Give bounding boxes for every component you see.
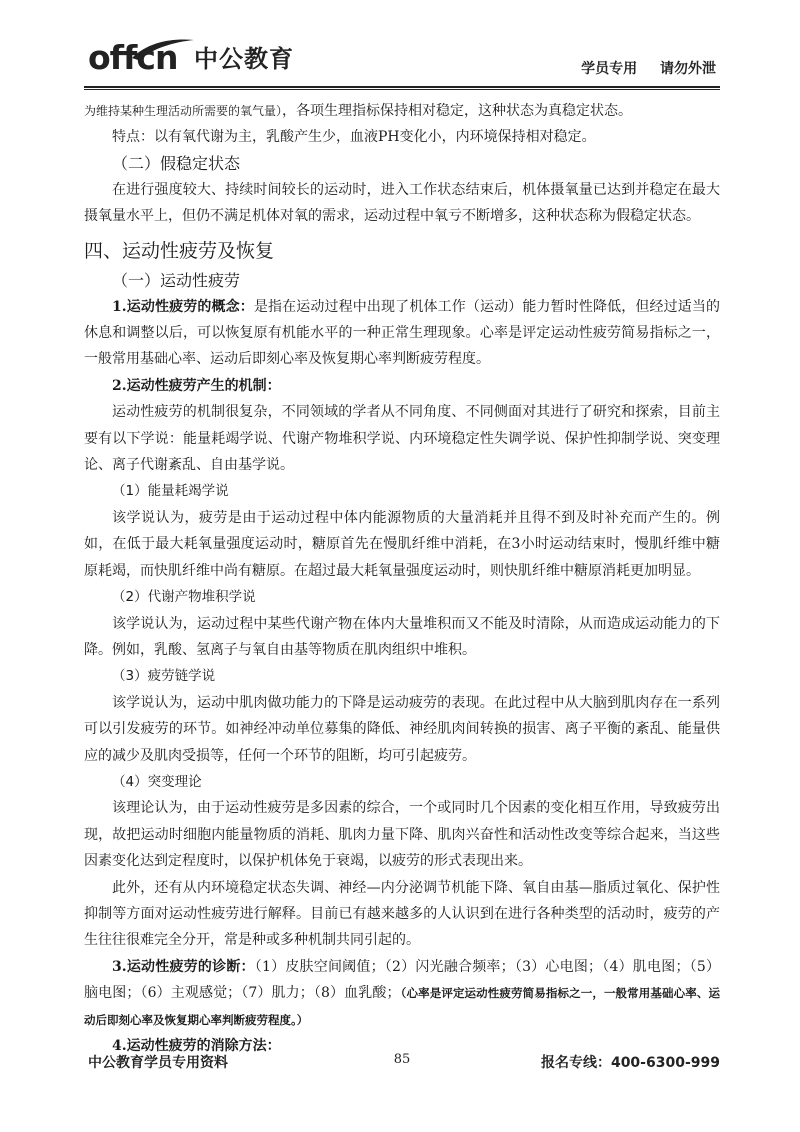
paragraph-fake-stable-state: 在进行强度较大、持续时间较长的运动时，进入工作状态结束后，机体摄氧量已达到并稳定在最大摄氧量水平上，但仍不满足机体对氧的需求，运动过程中氧亏不断增多，这种状态称为假稳定状态。 (84, 181, 720, 225)
theory-1-text: 该学说认为，疲劳是由于运动过程中体内能源物质的大量消耗并且得不到及时补充而产生的。例如，在低于最大耗氧量强度运动时，糖原首先在慢肌纤维中消耗，在3小时运动结束时，慢肌纤维中糖原耗竭，而快肌纤维中尚有糖原。在超过最大耗氧量强度运动时，则快肌纤维中糖原消耗更加明显。 (84, 509, 720, 579)
page-footer (84, 1052, 720, 1076)
offcn-logo (84, 36, 384, 86)
header-rule-thick (84, 86, 720, 88)
paragraph-characteristics: 特点：以有氧代谢为主，乳酸产生少，血液PH变化小，内环境保持相对稳定。 (112, 129, 596, 146)
footer-hotline: 报名专线：400-6300-999 (540, 1055, 720, 1071)
heading-fake-stable-state: （二）假稳定状态 (112, 153, 241, 173)
paragraph-other-theories: 此外，还有从内环境稳定状态失调、神经—内分泌调节机能下降、氧自由基—脂质过氧化、保护性抑制等方面对运动性疲劳进行解释。目前已有越来越多的人认识到在进行各种类型的活动时，疲劳的产生往往很难完全分开，常是种或多种机制共同引起的。 (84, 879, 720, 949)
header-rule-thin (84, 89, 720, 90)
page-content (84, 98, 720, 1059)
theory-3-text: 该学说认为，运动中肌肉做功能力的下降是运动疲劳的表现。在此过程中从大脑到肌肉存在一系列可以引发疲劳的环节。如神经冲动单位募集的降低、神经肌肉间转换的损害、离子平衡的紊乱、能量供应的减少及肌肉受损等，任何一个环节的阻断，均可引起疲劳。 (84, 694, 720, 764)
theory-4-title: （4）突变理论 (112, 773, 202, 790)
heading-section-4: 四、运动性疲劳及恢复 (84, 239, 275, 262)
page-number: 85 (393, 1052, 411, 1067)
theory-2-title: （2）代谢产物堆积学说 (112, 589, 256, 606)
page-header (84, 34, 720, 94)
heading-fatigue-elimination: 4.运动性疲劳的消除方法： (112, 1038, 281, 1054)
theory-4-text: 该理论认为，由于运动性疲劳是多因素的综合，一个或同时几个因素的变化相互作用，导致疲劳出现，故把运动时细胞内能量物质的消耗、肌肉力量下降、肌肉兴奋性和活动性改变等综合起来，当这些因素变化达到定程度时，以保护机体免于衰竭，以疲劳的形式表现出来。 (84, 800, 720, 870)
header-tag-confidential: 请勿外泄 (660, 61, 716, 77)
theory-1-title: （1）能量耗竭学说 (112, 483, 229, 500)
paragraph-true-stable-end: 为维持某种生理活动所需要的氧气量），各项生理指标保持相对稳定，这种状态为真稳定状态。 (84, 103, 633, 119)
paragraph-fatigue-concept: 1.运动性疲劳的概念：是指在运动过程中出现了机体工作（运动）能力暂时性降低，但经过适当的休息和调整以后，可以恢复原有机能水平的一种正常生理现象。心率是评定运动性疲劳简易指标之一，一般常用基础心率、运动后即刻心率及恢复期心率判断疲劳程度。 (84, 298, 720, 368)
header-tags (563, 58, 716, 78)
theory-2-text: 该学说认为，运动过程中某些代谢产物在体内大量堆积而又不能及时清除，从而造成运动能力的下降。例如，乳酸、氢离子与氧自由基等物质在肌肉组织中堆积。 (84, 615, 720, 658)
heading-fatigue-mechanism: 2.运动性疲劳产生的机制： (112, 377, 281, 394)
logo-latin-text: offcn (88, 38, 178, 77)
header-tag-students-only: 学员专用 (581, 61, 638, 77)
theory-3-title: （3）疲劳链学说 (112, 668, 216, 685)
logo-chinese-text: 中公教育 (194, 45, 294, 73)
paragraph-fatigue-diagnosis: 3.运动性疲劳的诊断：（1）皮肤空间阈值；（2）闪光融合频率；（3）心电图；（4）肌电图；（5）脑电图；（6）主观感觉；（7）肌力；（8）血乳酸；（心率是评定运动性疲劳简易指标之一，一般常用基础心率、运动后即刻心率及恢复期心率判断疲劳程度。） (84, 958, 720, 1027)
footer-material-label: 中公教育学员专用资料 (88, 1055, 228, 1071)
paragraph-fatigue-mechanism: 运动性疲劳的机制很复杂，不同领域的学者从不同角度、不同侧面对其进行了研究和探索，目前主要有以下学说：能量耗竭学说、代谢产物堆积学说、内环境稳定性失调学说、保护性抑制学说、突变理论、离子代谢紊乱、自由基学说。 (84, 404, 720, 474)
heading-sports-fatigue: （一）运动性疲劳 (112, 270, 241, 290)
